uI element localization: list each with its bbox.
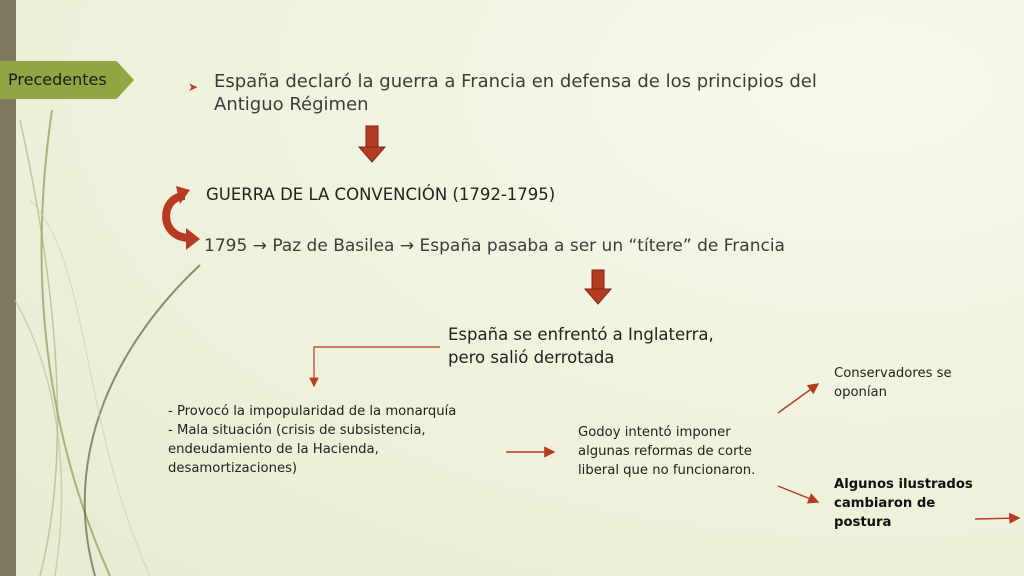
bullet-text: España declaró la guerra a Francia en defensa de los principios del Antiguo Régimen: [214, 71, 817, 115]
paz-basilea-text: 1795 → Paz de Basilea → España pasaba a ser un “títere” de Francia: [204, 236, 785, 256]
down-arrow-icon: [359, 126, 385, 162]
precedentes-label: Precedentes: [8, 70, 107, 89]
enfrento-inglaterra-text: España se enfrentó a Inglaterra, pero salió derrotada: [448, 325, 714, 367]
ilustrados-text: Algunos ilustrados cambiaron de postura: [834, 477, 973, 530]
curved-arrow-icon: [166, 186, 200, 250]
godoy-text: Godoy intentó imponer algunas reformas de corte liberal que no funcionaron.: [578, 425, 756, 478]
connector-arrow: [975, 518, 1019, 519]
connector-arrow: [778, 486, 818, 502]
connector-arrow: [778, 384, 818, 413]
connector-arrow: [314, 347, 440, 386]
consecuencias-list: - Provocó la impopularidad de la monarquía - Mala situación (crisis de subsistencia, endeudamiento de la Hacienda, desamortizaciones): [168, 404, 457, 476]
conservadores-text: Conservadores se oponían: [834, 366, 952, 400]
down-arrow-icon: [585, 270, 611, 304]
bullet-arrow-icon: ➤: [188, 80, 199, 94]
guerra-convencion-heading: GUERRA DE LA CONVENCIÓN (1792-1795): [206, 185, 556, 204]
